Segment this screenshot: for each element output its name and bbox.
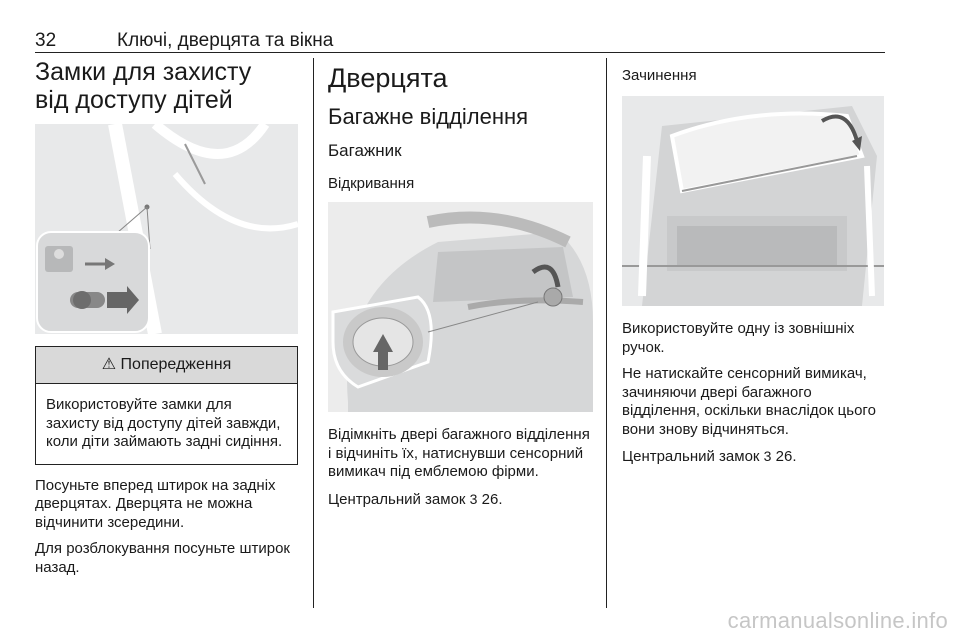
paragraph: Для розблокування посуньте штирок назад. bbox=[35, 540, 290, 576]
child-lock-illustration bbox=[35, 124, 298, 334]
reference-arrow-icon: 3 bbox=[763, 448, 772, 464]
warning-title: Попередження bbox=[120, 356, 232, 373]
warning-box bbox=[35, 346, 298, 465]
page-header bbox=[35, 28, 885, 53]
section-heading: Дверцята bbox=[328, 63, 448, 93]
page-number: 32 bbox=[35, 30, 57, 51]
warning-header bbox=[36, 347, 297, 384]
column-divider bbox=[313, 58, 314, 608]
trunk-closing-illustration bbox=[622, 96, 884, 306]
column-doors bbox=[328, 58, 593, 509]
reference-arrow-icon: 3 bbox=[469, 490, 478, 507]
warning-text: Використовуйте замки для захисту від доступу дітей завжди, коли діти займають задні сидіння. bbox=[46, 396, 283, 450]
cross-reference: Центральний замок 3 26. bbox=[328, 490, 503, 508]
procedure-heading: Зачинення bbox=[622, 67, 697, 84]
car-rear-drawing bbox=[328, 202, 593, 412]
cross-reference: Центральний замок 3 26. bbox=[622, 448, 797, 465]
watermark: carmanualsonline.info bbox=[727, 608, 948, 633]
paragraph: Не натискайте сенсорний вимикач, зачиняючи двері багажного відділення, оскільки внаслідок цього вони знову відчиняться. bbox=[622, 365, 876, 438]
trunk-opening-illustration bbox=[328, 202, 593, 412]
paragraph: Відімкніть двері багажного відділення і відчиніть їх, натиснувши сенсорний вимикач під емблемою фірми. bbox=[328, 426, 590, 480]
chapter-title: Ключі, дверцята та вікна bbox=[117, 30, 334, 51]
door-lock-drawing bbox=[35, 124, 298, 334]
section-heading: Замки для захисту від доступу дітей bbox=[35, 58, 252, 114]
open-trunk-drawing bbox=[622, 96, 884, 306]
paragraph: Використовуйте одну із зовнішніх ручок. bbox=[622, 320, 855, 356]
column-closing bbox=[622, 58, 887, 467]
procedure-heading: Відкривання bbox=[328, 175, 415, 192]
column-divider bbox=[606, 58, 607, 608]
subsubsection-heading: Багажник bbox=[328, 141, 402, 160]
subsection-heading: Багажне відділення bbox=[328, 104, 529, 129]
paragraph: Посуньте вперед штирок на задніх дверцятах. Дверцята не можна відчинити зсередини. bbox=[35, 476, 276, 531]
warning-icon: ⚠ bbox=[101, 356, 117, 373]
column-child-locks bbox=[35, 58, 298, 577]
